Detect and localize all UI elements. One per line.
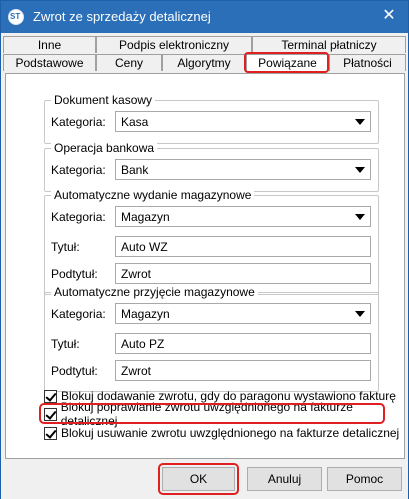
podtytul-label: Podtytuł:	[51, 267, 98, 281]
checkbox-icon[interactable]	[44, 427, 57, 440]
chevron-down-icon	[355, 214, 365, 220]
group-operacja-bankowa	[44, 141, 379, 192]
checkbox-highlight	[39, 403, 385, 424]
wydanie-kategoria-select[interactable]	[115, 206, 371, 227]
przyjecie-podtytul-input[interactable]	[115, 360, 371, 381]
tab-row-upper	[3, 36, 406, 53]
tab-podpis-elektroniczny[interactable]: Podpis elektroniczny	[96, 36, 252, 53]
bankowa-kategoria-select[interactable]	[115, 159, 371, 180]
input-value: Auto PZ	[121, 337, 165, 351]
ok-button[interactable]: OK	[162, 467, 235, 491]
group-title: Dokument kasowy	[51, 93, 155, 107]
help-button[interactable]: Pomoc	[327, 467, 402, 491]
podtytul-label: Podtytuł:	[51, 364, 98, 378]
active-tab-highlight	[244, 52, 329, 73]
tytul-label: Tytuł:	[51, 337, 80, 351]
tab-inne[interactable]: Inne	[3, 36, 96, 53]
kategoria-label: Kategoria:	[51, 307, 106, 321]
input-value: Zwrot	[121, 364, 151, 378]
title-bar	[1, 1, 408, 33]
group-title: Automatyczne przyjęcie magazynowe	[51, 285, 258, 299]
kategoria-label: Kategoria:	[51, 163, 106, 177]
kategoria-label: Kategoria:	[51, 115, 106, 129]
select-value: Kasa	[121, 115, 149, 129]
ok-button-highlight	[158, 463, 239, 495]
chevron-down-icon	[355, 167, 365, 173]
app-logo-icon	[8, 9, 24, 25]
chevron-down-icon	[355, 311, 365, 317]
przyjecie-kategoria-select[interactable]	[115, 303, 371, 324]
group-title: Automatyczne wydanie magazynowe	[51, 188, 254, 202]
tab-panel	[5, 73, 405, 459]
checkbox-block-delete[interactable]	[44, 425, 399, 441]
tab-row-lower	[3, 54, 406, 71]
tytul-label: Tytuł:	[51, 240, 80, 254]
tab-podstawowe[interactable]: Podstawowe	[3, 54, 96, 71]
select-value: Bank	[121, 163, 149, 177]
group-title: Operacja bankowa	[51, 141, 157, 155]
group-wydanie-magazynowe	[44, 188, 379, 295]
tab-terminal-platniczy[interactable]: Terminal płatniczy	[252, 36, 406, 53]
checkbox-label: Blokuj poprawianie zwrotu uwzględnionego na fakturze detalicznej	[60, 400, 353, 428]
tab-algorytmy[interactable]: Algorytmy	[162, 54, 246, 71]
select-value: Magazyn	[121, 210, 170, 224]
select-value: Magazyn	[121, 307, 170, 321]
kategoria-label: Kategoria:	[51, 210, 106, 224]
button-bar	[1, 459, 408, 499]
window-title: Zwrot ze sprzedaży detalicznej	[33, 9, 211, 24]
close-button[interactable]: ✕	[382, 7, 396, 24]
input-value: Auto WZ	[121, 240, 168, 254]
input-value: Zwrot	[121, 267, 151, 281]
cancel-button[interactable]: Anuluj	[247, 467, 322, 491]
group-dokument-kasowy	[44, 93, 379, 144]
tab-platnosci[interactable]: Płatności	[329, 54, 406, 71]
checkbox-label: Blokuj usuwanie zwrotu uwzględnionego na fakturze detalicznej	[61, 426, 400, 440]
kasowy-kategoria-select[interactable]	[115, 111, 371, 132]
tab-powiazane[interactable]: Powiązane	[246, 54, 329, 71]
group-przyjecie-magazynowe	[44, 285, 379, 392]
wydanie-podtytul-input[interactable]	[115, 263, 371, 284]
checkbox-label: Blokuj dodawanie zwrotu, gdy do paragonu wystawiono fakturę	[61, 389, 396, 403]
przyjecie-tytul-input[interactable]	[115, 333, 371, 354]
tab-ceny[interactable]: Ceny	[96, 54, 162, 71]
wydanie-tytul-input[interactable]	[115, 236, 371, 257]
checkbox-icon[interactable]	[44, 390, 57, 403]
chevron-down-icon	[355, 119, 365, 125]
